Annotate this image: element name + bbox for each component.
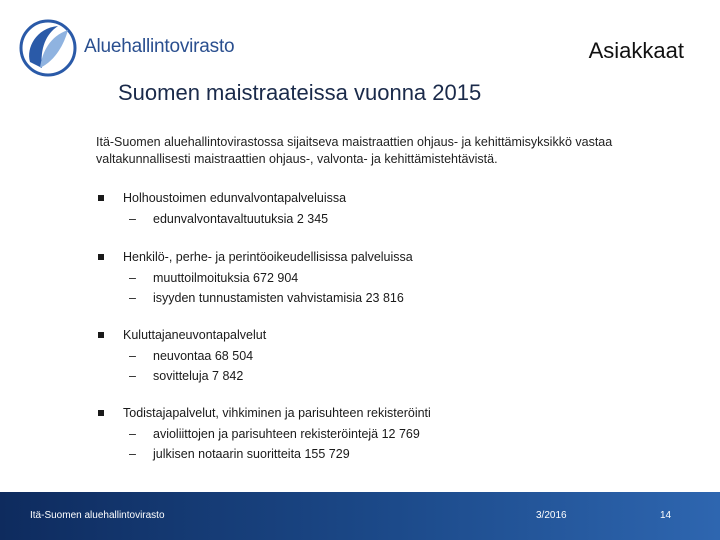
section-label: Asiakkaat [588, 38, 684, 63]
bullet-icon [98, 410, 104, 416]
sub-list [123, 424, 676, 464]
sub-list [123, 268, 676, 308]
footer-bar [0, 492, 720, 540]
list-item [96, 190, 676, 229]
sub-item-text: julkisen notaarin suoritteita 155 729 [153, 447, 350, 461]
intro-paragraph: Itä-Suomen aluehallintovirastossa sijaitseva maistraattien ohjaus- ja kehittämisyksikkö vastaa valtakunnallisesti maistraattien ohjaus-, valvonta- ja kehittämistehtävistä. [96, 135, 613, 166]
service-list [96, 190, 676, 464]
list-item-label: Kuluttajaneuvontapalvelut [123, 328, 267, 342]
bullet-icon [98, 254, 104, 260]
page-number: 14 [660, 510, 672, 521]
sub-item: – neuvontaa 68 504 [129, 349, 254, 363]
sub-item-text: edunvalvontavaltuutuksia 2 345 [153, 212, 329, 226]
list-item [96, 327, 676, 386]
sub-list [123, 209, 676, 229]
sub-item: – sovitteluja 7 842 [129, 369, 244, 383]
sub-item: – edunvalvontavaltuutuksia 2 345 [129, 212, 329, 226]
footer-organization: Itä-Suomen aluehallintovirasto [30, 510, 165, 521]
bullet-icon [98, 332, 104, 338]
sub-item: – julkisen notaarin suoritteita 155 729 [129, 447, 350, 461]
sub-item-text: neuvontaa 68 504 [153, 349, 254, 363]
sub-item: – muuttoilmoituksia 672 904 [129, 271, 299, 285]
sub-item-text: sovitteluja 7 842 [153, 369, 244, 383]
list-item [96, 405, 676, 464]
sub-item-text: avioliittojen ja parisuhteen rekisteröintejä 12 769 [153, 427, 420, 441]
sub-item: – isyyden tunnustamisten vahvistamisia 23 816 [129, 291, 404, 305]
list-item [96, 249, 676, 308]
list-item-label: Holhoustoimen edunvalvontapalveluissa [123, 191, 347, 205]
logo-text: Aluehallintovirasto [84, 36, 235, 57]
bullet-icon [98, 195, 104, 201]
sub-list [123, 346, 676, 386]
page-title: Suomen maistraateissa vuonna 2015 [118, 80, 482, 105]
sub-item: – avioliittojen ja parisuhteen rekisteröintejä 12 769 [129, 427, 420, 441]
sub-item-text: muuttoilmoituksia 672 904 [153, 271, 299, 285]
sub-item-text: isyyden tunnustamisten vahvistamisia 23 816 [153, 291, 404, 305]
logo-emblem-icon [18, 18, 78, 78]
footer-date: 3/2016 [536, 510, 567, 521]
list-item-label: Todistajapalvelut, vihkiminen ja parisuhteen rekisteröinti [123, 406, 431, 420]
list-item-label: Henkilö-, perhe- ja perintöoikeudellisissa palveluissa [123, 250, 413, 264]
